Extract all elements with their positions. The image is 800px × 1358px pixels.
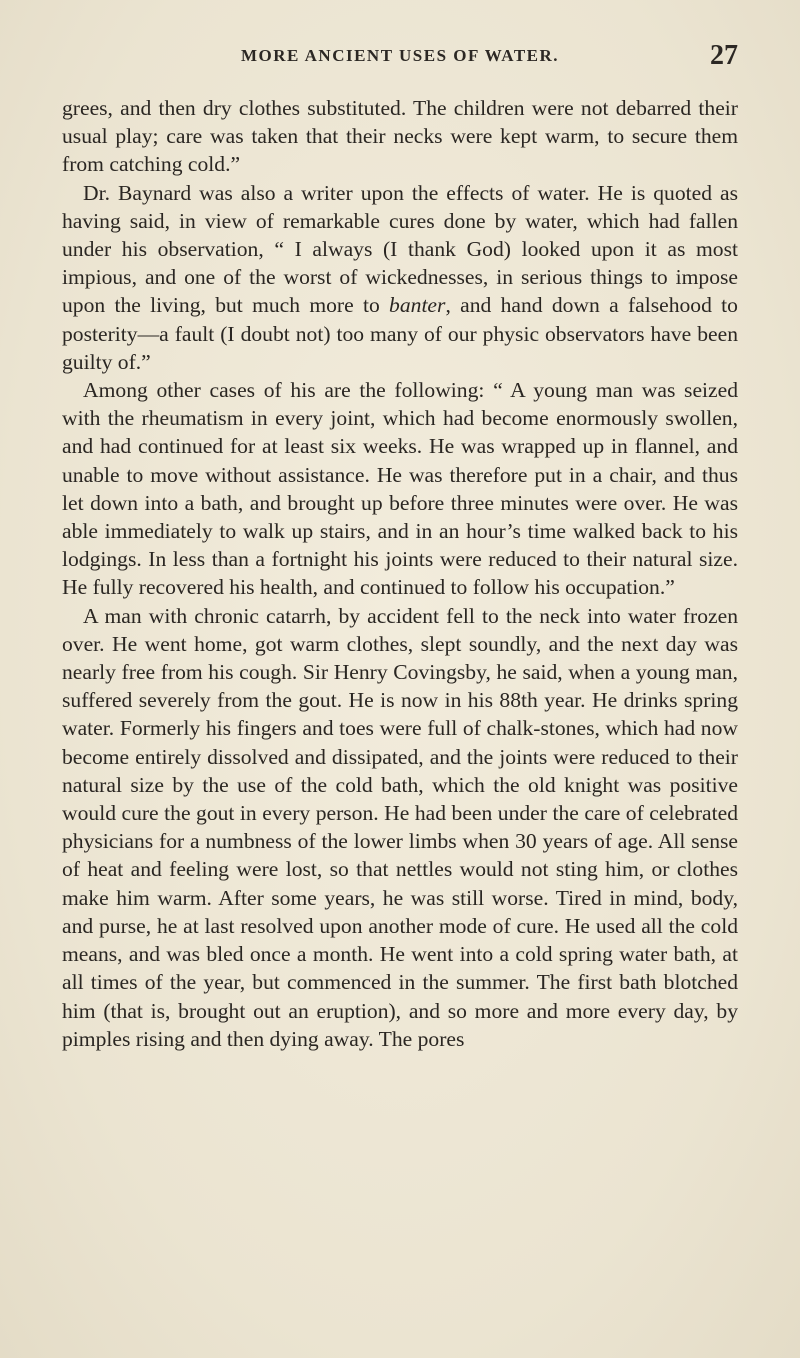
paragraph-2-text-after: , and hand down a falsehood to posterity—a fault (I doubt not) too many of our physic observators have been guilty of.” [62, 293, 738, 374]
body-text [62, 94, 738, 1053]
paragraph-2 [62, 179, 738, 376]
running-head [62, 40, 738, 76]
emphasis-banter: banter [389, 293, 446, 318]
paragraph-1: grees, and then dry clothes substituted. The children were not debarred their usual play; care was taken that their necks were kept warm, to secure them from catching cold.” [62, 96, 738, 177]
page-number: 27 [710, 40, 738, 71]
paragraph-4: A man with chronic catarrh, by accident fell to the neck into water frozen over. He went home, got warm clothes, slept soundly, and the next day was nearly free from his cough. Sir Henry Covingsby, he said, when a young man, suffered severely from the gout. He is now in his 88th year. He drinks spring water. Formerly his fingers and toes were full of chalk-stones, which had now become entirely dissolved and dissipated, and the joints were reduced to their natural size by the use of the cold bath, which the old knight was positive would cure the gout in every person. He had been under the care of celebrated physicians for a numbness of the lower limbs when 30 years of age. All sense of heat and feeling were lost, so that nettles would not sting him, or clothes make him warm. After some years, he was still worse. Tired in mind, body, and purse, he at last resolved upon another mode of cure. He used all the cold means, and was bled once a month. He went into a cold spring water bath, at all times of the year, but commenced in the summer. The first bath blotched him (that is, brought out an eruption), and so more and more every day, by pimples rising and then dying away. The pores [62, 603, 738, 1051]
paragraph-3: Among other cases of his are the following: “ A young man was seized with the rheumatism in every joint, which had become enormously swollen, and had continued for at least six weeks. He was wrapped up in flannel, and unable to move without assistance. He was therefore put in a chair, and thus let down into a bath, and brought up before three minutes were over. He was able immediately to walk up stairs, and in an hour’s time walked back to his lodgings. In less than a fortnight his joints were reduced to their natural size. He fully recovered his health, and continued to follow his occupation.” [62, 378, 738, 600]
running-title: MORE ANCIENT USES OF WATER. [240, 46, 560, 65]
paragraph-2-text-before: Dr. Baynard was also a writer upon the effects of water. He is quoted as having said, in view of remarkable cures done by water, which had fallen under his observation, “ I always (I thank God) looked upon it as most impious, and one of the worst of wickednesses, in serious things to impose upon the living, but much more to [62, 180, 738, 318]
